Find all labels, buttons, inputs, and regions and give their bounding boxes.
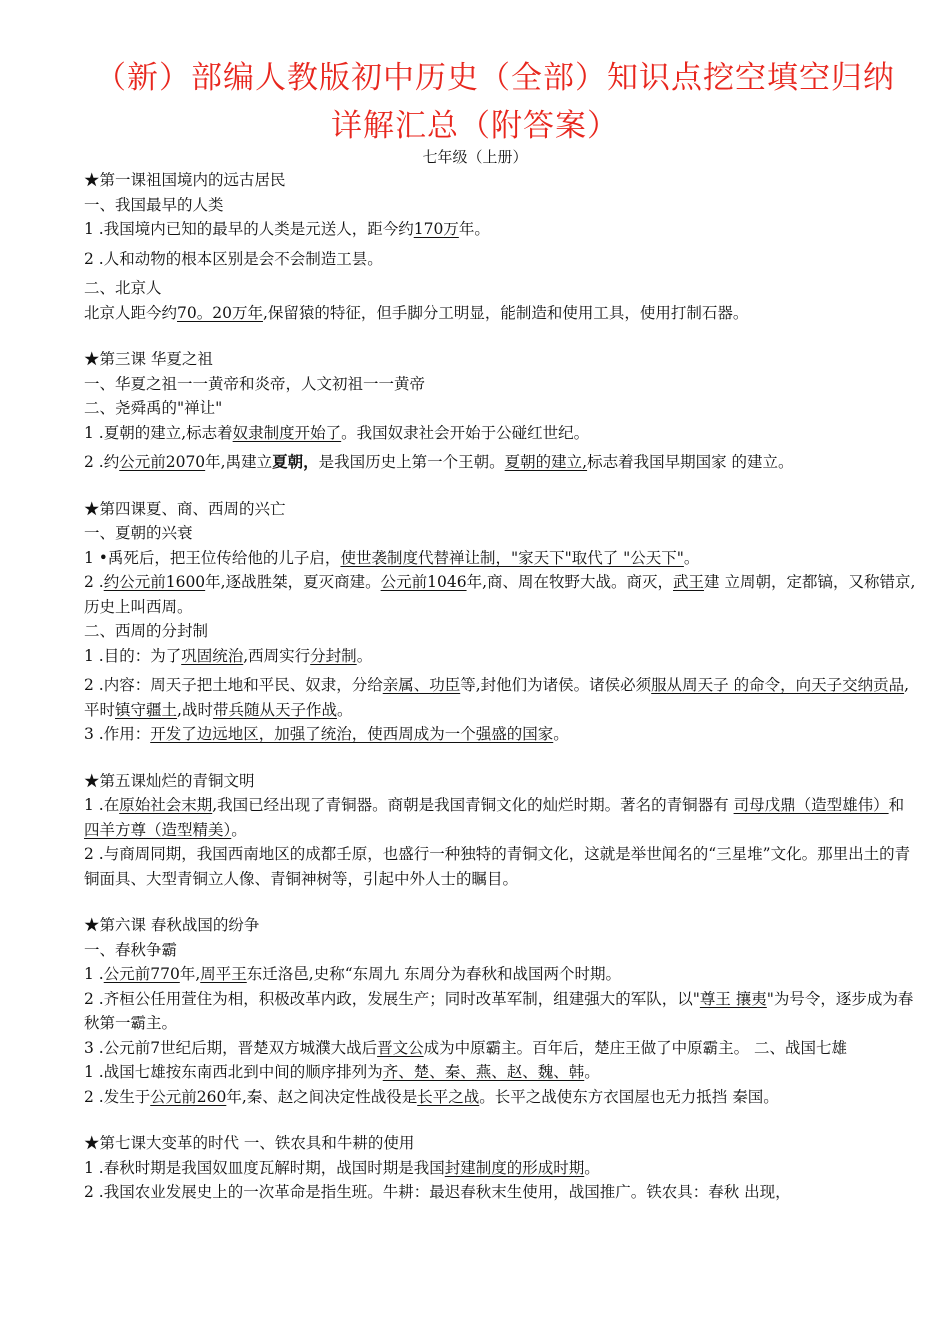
paragraph: 3 .公元前7世纪后期，晋楚双方城濮大战后晋文公成为中原霸主。百年后，楚庄王做了中原霸主。 二、战国七雄 bbox=[84, 1038, 848, 1057]
document-body bbox=[84, 168, 916, 1205]
paragraph: 1 .春秋时期是我国奴皿度瓦解时期，战国时期是我国封建制度的形成时期。 bbox=[84, 1158, 600, 1177]
document-title-line1: （新）部编人教版初中历史（全部）知识点挖空填空归纳 bbox=[95, 60, 895, 96]
paragraph: 1 .目的：为了巩固统治,西周实行分封制。 bbox=[84, 646, 373, 665]
paragraph: 1 •禹死后，把王位传给他的儿子启，使世袭制度代替禅让制，"家天下"取代了 "公天下"。 bbox=[84, 548, 700, 567]
paragraph: 1 .我国境内已知的最早的人类是元送人，距今约170万年。 bbox=[84, 220, 490, 238]
section-heading: 二、尧舜禹的"禅让" bbox=[84, 399, 223, 417]
section-heading: 一、春秋争霸 bbox=[84, 940, 178, 959]
lesson-heading: ★第四课夏、商、西周的兴亡 bbox=[84, 499, 286, 518]
paragraph: 2 .发生于公元前260年,秦、赵之间决定性战役是长平之战。长平之战使东方衣国屋也无力抵挡 秦国。 bbox=[84, 1087, 779, 1106]
paragraph: 2 .内容：周天子把土地和平民、奴隶，分给亲属、功臣等,封他们为诸侯。诸侯必须服从周天子 的命令，向天子交纳贡品,平时镇守疆土,战时带兵随从天子作战。 bbox=[84, 676, 910, 719]
section-heading: 一、华夏之祖一一黄帝和炎帝，人文初祖一一黄帝 bbox=[84, 374, 426, 393]
section-heading: 二、北京人 bbox=[84, 279, 162, 297]
section-heading: 二、西周的分封制 bbox=[84, 622, 209, 640]
paragraph: 2 .与商周同期，我国西南地区的成都壬原，也盛行一种独特的青铜文化，这就是举世闻名的“三星堆”文化。那里出土的青铜面具、大型青铜立人像、青铜神树等，引起中外人士的瞩目。 bbox=[84, 845, 911, 888]
paragraph: 1 .夏朝的建立,标志着奴隶制度开始了。我国奴隶社会开始于公碰红世纪。 bbox=[84, 423, 590, 442]
lesson-heading: ★第六课 春秋战国的纷争 bbox=[84, 916, 260, 934]
document-title-line2: 详解汇总（附答案） bbox=[331, 108, 619, 144]
lesson-heading: ★第七课大变革的时代 一、铁农具和牛耕的使用 bbox=[84, 1134, 415, 1152]
paragraph: 2 .约公元前2070年,禺建立夏朝，是我国历史上第一个王朝。夏朝的建立,标志着我国早期国家 的建立。 bbox=[84, 452, 794, 471]
lesson-heading: ★第五课灿烂的青铜文明 bbox=[84, 771, 255, 790]
paragraph: 1 .在原始社会末期,我国已经出现了青铜器。商朝是我国青铜文化的灿烂时期。著名的青铜器有 司母戊鼎（造型雄伟）和四羊方尊（造型精美）。 bbox=[84, 796, 905, 839]
section-heading: 一、夏朝的兴衰 bbox=[84, 524, 193, 542]
paragraph: 北京人距今约70。20万年,保留猿的特征，但手脚分工明显，能制造和使用工具，使用打制石器。 bbox=[84, 303, 749, 322]
paragraph: 2 .齐桓公任用萱住为相，积极改革内政，发展生产；同时改革军制，组建强大的军队，以"尊王 攘夷"为号令，逐步成为春秋第一霸主。 bbox=[84, 989, 914, 1032]
paragraph: 1 .战国七雄按东南西北到中间的顺序排列为齐、楚、秦、燕、赵、魏、韩。 bbox=[84, 1063, 600, 1081]
paragraph: 2 .人和动物的根本区别是会不会制造工昙。 bbox=[84, 249, 383, 268]
paragraph: 2 .我国农业发展史上的一次革命是指生班。牛耕：最迟春秋末生使用，战国推广。铁农具：春秋 出现， bbox=[84, 1183, 791, 1201]
section-heading: 一、我国最早的人类 bbox=[84, 195, 224, 214]
paragraph: 1 .公元前770年,周平王东迁洛邑,史称“东周九 东周分为春秋和战国两个时期。 bbox=[84, 965, 622, 983]
lesson-heading: ★第一课祖国境内的远古居民 bbox=[84, 171, 286, 189]
document-subtitle: 七年级（上册） bbox=[422, 148, 528, 166]
paragraph: 2 .约公元前1600年,逐战胜桀，夏灭商建。公元前1046年,商、周在牧野大战。商灭，武王建 立周朝，定都镐，又称错京,历史上叫西周。 bbox=[84, 573, 916, 616]
lesson-heading: ★第三课 华夏之祖 bbox=[84, 350, 213, 368]
paragraph: 3 .作用：开发了边远地区，加强了统治，使西周成为一个强盛的国家。 bbox=[84, 725, 569, 743]
